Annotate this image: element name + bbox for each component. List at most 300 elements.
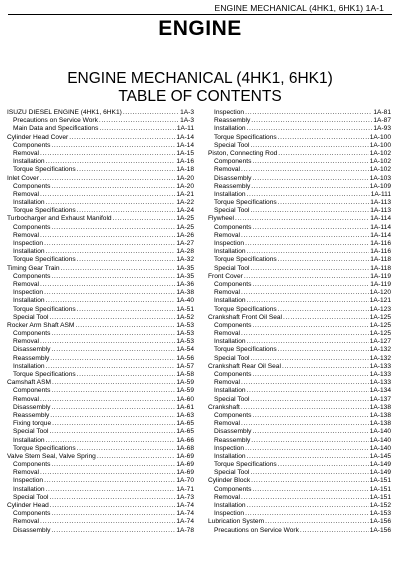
toc-entry-title: Installation <box>214 502 246 509</box>
toc-dot-leader <box>283 314 369 322</box>
toc-entry-title: Crankshaft <box>208 403 240 411</box>
toc-dot-leader <box>40 281 175 289</box>
toc-entry-title: Front Cover <box>208 272 243 280</box>
toc-dot-leader <box>278 306 369 314</box>
toc-entry <box>7 527 194 535</box>
toc-dot-leader <box>40 396 175 404</box>
toc-entry <box>7 437 194 445</box>
toc-dot-leader <box>245 240 369 248</box>
toc-entry-title: Removal <box>13 395 40 403</box>
toc-dot-leader <box>247 297 369 305</box>
toc-entry-title: Inspection <box>13 477 44 485</box>
toc-entry-title: Installation <box>214 248 246 256</box>
toc-entry-page: 1A-32 <box>176 256 194 264</box>
toc-entry-page: 1A-3 <box>180 117 194 125</box>
toc-entry <box>7 469 194 477</box>
toc-entry-page: 1A-69 <box>176 461 194 469</box>
toc-entry-title: Disassembly <box>214 174 252 182</box>
toc-entry-page: 1A-74 <box>176 510 194 518</box>
toc-entry-title: Turbocharger and Exhaust Manifold <box>7 215 112 223</box>
toc-entry-title: Disassembly <box>13 346 51 354</box>
toc-entry-page: 1A-69 <box>176 452 194 460</box>
toc-dot-leader <box>69 134 175 142</box>
toc-entry-title: Inspection <box>13 289 44 297</box>
toc-entry-page: 1A-25 <box>176 215 194 223</box>
toc-entry-title: Removal <box>214 330 241 338</box>
toc-entry-title: Installation <box>13 362 45 370</box>
toc-entry-page: 1A-53 <box>176 338 194 346</box>
toc-entry <box>208 420 391 428</box>
toc-entry-title: Special Tool <box>13 493 49 501</box>
toc-dot-leader <box>97 453 176 461</box>
toc-entry <box>208 355 391 363</box>
toc-dot-leader <box>51 461 175 469</box>
toc-dot-leader <box>241 166 369 174</box>
toc-entry-title: Components <box>13 330 51 338</box>
toc-entry-title: Removal <box>13 231 40 239</box>
toc-entry-page: 1A-152 <box>369 502 391 509</box>
toc-entry-page: 1A-57 <box>176 362 194 370</box>
subtitle-line-2: TABLE OF CONTENTS <box>118 88 282 105</box>
toc-dot-leader <box>241 289 369 297</box>
toc-entry-title: Inspection <box>214 444 245 452</box>
toc-dot-leader <box>50 412 175 420</box>
subtitle-line-1: ENGINE MECHANICAL (4HK1, 6HK1) <box>67 70 333 87</box>
toc-entry-page: 1A-65 <box>176 428 194 436</box>
toc-dot-leader <box>251 117 372 125</box>
toc-entry <box>208 142 391 150</box>
toc-entry <box>7 453 194 461</box>
toc-entry-title: Special Tool <box>214 354 250 362</box>
toc-entry <box>208 134 391 142</box>
toc-entry-page: 1A-114 <box>370 223 391 231</box>
toc-dot-leader <box>40 232 175 240</box>
toc-entry-page: 1A-138 <box>369 420 391 428</box>
toc-entry <box>208 322 391 330</box>
toc-entry-title: Cylinder Head Cover <box>7 133 69 141</box>
toc-dot-leader <box>77 207 176 215</box>
toc-entry <box>7 207 194 215</box>
toc-entry-title: Components <box>214 411 252 419</box>
toc-entry-page: 1A-51 <box>176 305 194 313</box>
subtitle-block <box>0 70 400 106</box>
toc-entry <box>7 355 194 363</box>
toc-dot-leader <box>241 379 369 387</box>
toc-entry-page: 1A-116 <box>370 248 391 256</box>
toc-entry-title: Removal <box>214 420 241 428</box>
toc-dot-leader <box>40 150 175 158</box>
toc-entry-title: Removal <box>13 190 40 198</box>
toc-entry-title: Torque Specifications <box>214 461 277 469</box>
toc-entry <box>7 215 194 223</box>
toc-entry-page: 1A-102 <box>369 149 391 157</box>
toc-entry-title: Torque Specifications <box>13 207 76 215</box>
toc-entry-page: 1A-56 <box>176 354 194 362</box>
toc-entry-page: 1A-121 <box>369 297 391 305</box>
toc-entry-page: 1A-93 <box>373 125 391 133</box>
toc-entry <box>7 379 194 387</box>
toc-entry <box>208 437 391 445</box>
toc-entry-title: Reassembly <box>214 182 251 190</box>
toc-dot-leader <box>46 158 176 166</box>
toc-entry-page: 1A-36 <box>176 280 194 288</box>
toc-entry-title: Removal <box>214 493 241 501</box>
toc-entry-title: Removal <box>214 379 241 387</box>
toc-entry-page: 1A-59 <box>176 387 194 395</box>
toc-entry-title: Reassembly <box>214 117 251 125</box>
toc-entry-title: Crankshaft Front Oil Seal <box>208 313 283 321</box>
toc-dot-leader <box>235 215 369 223</box>
toc-entry-page: 1A-63 <box>176 411 194 419</box>
toc-entry-page: 1A-28 <box>176 248 194 256</box>
toc-entry-page: 1A-24 <box>176 207 194 215</box>
toc-entry <box>208 248 391 256</box>
toc-entry-page: 1A-70 <box>176 477 194 485</box>
toc-entry <box>7 117 194 125</box>
toc-dot-leader <box>46 297 176 305</box>
toc-dot-leader <box>61 265 176 273</box>
toc-entry-title: Removal <box>214 231 241 239</box>
toc-dot-leader <box>51 183 175 191</box>
toc-entry-page: 1A-156 <box>369 526 391 534</box>
toc-entry-title: Disassembly <box>13 526 51 534</box>
toc-dot-leader <box>49 314 175 322</box>
toc-entry-title: Inspection <box>214 510 245 518</box>
toc-entry <box>208 306 391 314</box>
toc-entry-title: Cylinder Block <box>208 477 251 485</box>
toc-entry <box>7 281 194 289</box>
toc-entry-page: 1A-138 <box>369 411 391 419</box>
toc-entry-title: Valve Stem Seal, Valve Spring <box>7 452 96 460</box>
toc-entry-title: Installation <box>13 248 45 256</box>
toc-entry-page: 1A-149 <box>369 461 391 469</box>
toc-entry-page: 1A-38 <box>176 289 194 297</box>
toc-dot-leader <box>46 199 176 207</box>
toc-entry <box>7 363 194 371</box>
toc-entry-page: 1A-68 <box>176 444 194 452</box>
toc-entry-title: Removal <box>13 149 40 157</box>
toc-dot-leader <box>241 404 369 412</box>
toc-entry <box>208 404 391 412</box>
toc-entry-title: Reassembly <box>13 411 50 419</box>
toc-entry <box>208 117 391 125</box>
toc-entry-title: Inlet Cover <box>7 174 39 182</box>
toc-entry-page: 1A-140 <box>369 436 391 444</box>
toc-entry-title: Special Tool <box>214 207 250 215</box>
toc-entry <box>7 387 194 395</box>
toc-entry-page: 1A-58 <box>176 371 194 378</box>
toc-entry-title: Removal <box>13 280 40 288</box>
toc-entry <box>7 461 194 469</box>
toc-entry-title: Torque Specifications <box>13 166 76 174</box>
toc-entry <box>208 469 391 477</box>
toc-column-left <box>7 109 194 535</box>
toc-entry-page: 1A-59 <box>176 379 194 387</box>
toc-entry <box>208 232 391 240</box>
toc-dot-leader <box>251 477 369 485</box>
toc-entry-title: Torque Specifications <box>214 199 277 207</box>
toc-entry <box>208 314 391 322</box>
toc-entry-title: Special Tool <box>214 469 250 477</box>
toc-dot-leader <box>252 486 368 494</box>
toc-dot-leader <box>252 175 368 183</box>
toc-dot-leader <box>52 379 175 387</box>
toc-entry-page: 1A-118 <box>370 264 391 272</box>
toc-entry <box>208 224 391 232</box>
toc-entry <box>208 486 391 494</box>
toc-entry-title: Special Tool <box>13 428 49 436</box>
toc-entry-title: Torque Specifications <box>13 256 76 264</box>
toc-entry-page: 1A-116 <box>370 240 391 247</box>
toc-entry-page: 1A-133 <box>369 379 391 387</box>
toc-entry-title: Precautions on Service Work <box>13 117 98 125</box>
toc-entry-title: Installation <box>214 387 246 395</box>
toc-dot-leader <box>244 273 369 281</box>
toc-entry-page: 1A-20 <box>176 182 194 190</box>
toc-entry-page: 1A-53 <box>176 330 194 338</box>
toc-entry <box>208 371 391 379</box>
toc-dot-leader <box>40 518 175 526</box>
toc-dot-leader <box>51 346 175 354</box>
toc-entry-page: 1A-74 <box>176 502 194 509</box>
toc-entry <box>7 445 194 453</box>
toc-dot-leader <box>247 453 369 461</box>
toc-dot-leader <box>75 322 175 330</box>
toc-entry-title: Fixing torque <box>13 420 52 428</box>
toc-entry <box>7 166 194 174</box>
toc-entry <box>7 371 194 379</box>
toc-dot-leader <box>50 355 175 363</box>
toc-entry-page: 1A-69 <box>176 469 194 477</box>
toc-dot-leader <box>252 322 368 330</box>
toc-entry-page: 1A-102 <box>369 166 391 174</box>
toc-entry <box>208 150 391 158</box>
toc-entry-title: Components <box>214 321 252 329</box>
toc-entry-title: Camshaft ASM <box>7 379 51 387</box>
toc-entry-page: 1A-11 <box>176 125 194 133</box>
toc-entry-page: 1A-52 <box>176 313 194 321</box>
toc-entry-title: Components <box>13 182 51 190</box>
toc-entry-page: 1A-61 <box>176 403 194 411</box>
toc-entry <box>7 224 194 232</box>
toc-entry-title: Installation <box>13 158 45 166</box>
toc-entry-page: 1A-133 <box>369 371 391 378</box>
toc-entry-page: 1A-87 <box>373 117 391 125</box>
toc-dot-leader <box>278 461 369 469</box>
toc-entry-page: 1A-125 <box>369 330 391 338</box>
toc-entry-page: 1A-156 <box>369 518 391 526</box>
toc-entry <box>7 134 194 142</box>
toc-entry <box>7 183 194 191</box>
toc-entry-title: Torque Specifications <box>13 371 76 378</box>
toc-dot-leader <box>252 428 368 436</box>
toc-entry <box>7 265 194 273</box>
toc-entry <box>7 158 194 166</box>
toc-entry-page: 1A-118 <box>370 256 391 264</box>
toc-dot-leader <box>77 445 176 453</box>
toc-dot-leader <box>245 109 372 117</box>
toc-entry <box>7 256 194 264</box>
toc-dot-leader <box>247 191 370 199</box>
toc-entry-page: 1A-25 <box>176 223 194 231</box>
toc-dot-leader <box>241 494 369 502</box>
toc-entry <box>208 109 391 117</box>
toc-entry <box>208 265 391 273</box>
toc-entry-page: 1A-140 <box>369 444 391 452</box>
toc-entry-page: 1A-35 <box>176 264 194 272</box>
toc-entry-page: 1A-138 <box>369 403 391 411</box>
toc-entry <box>7 338 194 346</box>
toc-dot-leader <box>52 420 175 428</box>
toc-dot-leader <box>252 412 368 420</box>
toc-entry-page: 1A-102 <box>369 158 391 166</box>
toc-entry-title: Removal <box>214 166 241 174</box>
toc-entry <box>7 346 194 354</box>
toc-entry-page: 1A-133 <box>369 362 391 370</box>
toc-dot-leader <box>77 256 176 264</box>
toc-entry <box>7 109 194 117</box>
toc-dot-leader <box>252 281 369 289</box>
toc-entry-title: Reassembly <box>13 354 50 362</box>
toc-entry-title: Disassembly <box>13 403 51 411</box>
toc-entry-title: Disassembly <box>214 428 252 436</box>
toc-entry <box>208 445 391 453</box>
toc-entry <box>208 175 391 183</box>
toc-entry-page: 1A-20 <box>176 174 194 182</box>
toc-entry-title: Precautions on Service Work <box>214 526 299 534</box>
toc-entry-page: 1A-149 <box>369 469 391 477</box>
toc-entry <box>7 477 194 485</box>
toc-entry-title: Piston, Connecting Rod <box>208 149 278 157</box>
toc-dot-leader <box>252 224 369 232</box>
toc-entry <box>208 518 391 526</box>
toc-dot-leader <box>123 109 179 117</box>
toc-entry-title: Components <box>214 280 252 288</box>
toc-dot-leader <box>250 396 368 404</box>
toc-entry <box>208 183 391 191</box>
toc-entry <box>7 396 194 404</box>
toc-dot-leader <box>247 338 369 346</box>
toc-entry-page: 1A-145 <box>369 452 391 460</box>
toc-dot-leader <box>250 355 368 363</box>
toc-entry-page: 1A-100 <box>369 141 391 149</box>
toc-entry-page: 1A-81 <box>373 109 391 116</box>
toc-entry <box>7 199 194 207</box>
toc-entry <box>7 142 194 150</box>
toc-dot-leader <box>265 518 369 526</box>
toc-entry <box>208 387 391 395</box>
toc-dot-leader <box>278 150 368 158</box>
toc-entry-page: 1A-125 <box>369 313 391 321</box>
toc-entry-page: 1A-22 <box>176 199 194 207</box>
toc-entry <box>7 412 194 420</box>
toc-entry-page: 1A-35 <box>176 272 194 280</box>
toc-entry <box>208 363 391 371</box>
toc-entry-title: Timing Gear Train <box>7 264 60 272</box>
toc-entry-page: 1A-140 <box>369 428 391 436</box>
toc-entry-page: 1A-53 <box>176 321 194 329</box>
toc-entry <box>208 273 391 281</box>
toc-entry <box>7 510 194 518</box>
toc-entry-title: Installation <box>13 485 45 493</box>
toc-entry <box>7 297 194 305</box>
toc-entry-page: 1A-40 <box>176 297 194 305</box>
toc-dot-leader <box>40 175 176 183</box>
toc-entry <box>7 232 194 240</box>
toc-entry-page: 1A-15 <box>176 149 194 157</box>
toc-entry-page: 1A-54 <box>176 346 194 354</box>
toc-entry-title: Torque Specifications <box>13 444 76 452</box>
toc-dot-leader <box>250 207 369 215</box>
toc-entry-title: Components <box>13 141 51 149</box>
toc-dot-leader <box>282 363 369 371</box>
toc-entry-page: 1A-114 <box>370 231 391 239</box>
toc-dot-leader <box>250 142 368 150</box>
toc-entry-title: Torque Specifications <box>214 305 277 313</box>
toc-entry-page: 1A-119 <box>370 272 391 280</box>
toc-dot-leader <box>51 527 175 535</box>
toc-dot-leader <box>251 183 368 191</box>
toc-entry-page: 1A-132 <box>369 354 391 362</box>
toc-entry <box>208 240 391 248</box>
toc-dot-leader <box>241 420 369 428</box>
toc-entry-page: 1A-16 <box>176 158 194 166</box>
toc-entry-page: 1A-18 <box>176 166 194 174</box>
toc-dot-leader <box>49 494 175 502</box>
toc-entry-title: Special Tool <box>13 313 49 321</box>
toc-entry <box>208 289 391 297</box>
toc-entry <box>208 494 391 502</box>
toc-entry <box>7 125 194 133</box>
toc-entry-title: Installation <box>214 190 246 198</box>
toc-entry <box>7 306 194 314</box>
toc-dot-leader <box>241 330 369 338</box>
toc-entry-title: Installation <box>214 297 246 305</box>
toc-entry-title: Inspection <box>214 109 245 116</box>
toc-dot-leader <box>278 346 369 354</box>
toc-entry-title: Cylinder Head <box>7 502 49 509</box>
toc-entry-title: Main Data and Specifications <box>13 125 99 133</box>
toc-dot-leader <box>50 502 176 510</box>
page-title: ENGINE <box>158 17 242 40</box>
toc-dot-leader <box>49 428 175 436</box>
toc-dot-leader <box>250 469 368 477</box>
toc-dot-leader <box>252 158 368 166</box>
toc-dot-leader <box>99 117 179 125</box>
toc-entry <box>7 518 194 526</box>
toc-entry-title: Removal <box>214 289 241 297</box>
toc-dot-leader <box>46 248 176 256</box>
toc-entry-page: 1A-132 <box>369 346 391 354</box>
toc-entry <box>7 175 194 183</box>
toc-dot-leader <box>51 330 175 338</box>
toc-dot-leader <box>77 306 176 314</box>
toc-dot-leader <box>51 142 175 150</box>
toc-entry-title: Removal <box>13 469 40 477</box>
toc-entry-title: ISUZU DIESEL ENGINE (4HK1, 6HK1) <box>7 109 122 116</box>
toc-entry-title: Special Tool <box>214 395 250 403</box>
toc-dot-leader <box>44 477 175 485</box>
toc-entry-page: 1A-151 <box>369 485 391 493</box>
toc-entry-title: Lubrication System <box>208 518 265 526</box>
toc-entry-page: 1A-73 <box>176 493 194 501</box>
toc-dot-leader <box>46 437 176 445</box>
toc-entry <box>7 486 194 494</box>
toc-entry <box>7 248 194 256</box>
toc-entry <box>208 502 391 510</box>
toc-entry-title: Reassembly <box>214 436 251 444</box>
toc-entry-title: Installation <box>214 452 246 460</box>
